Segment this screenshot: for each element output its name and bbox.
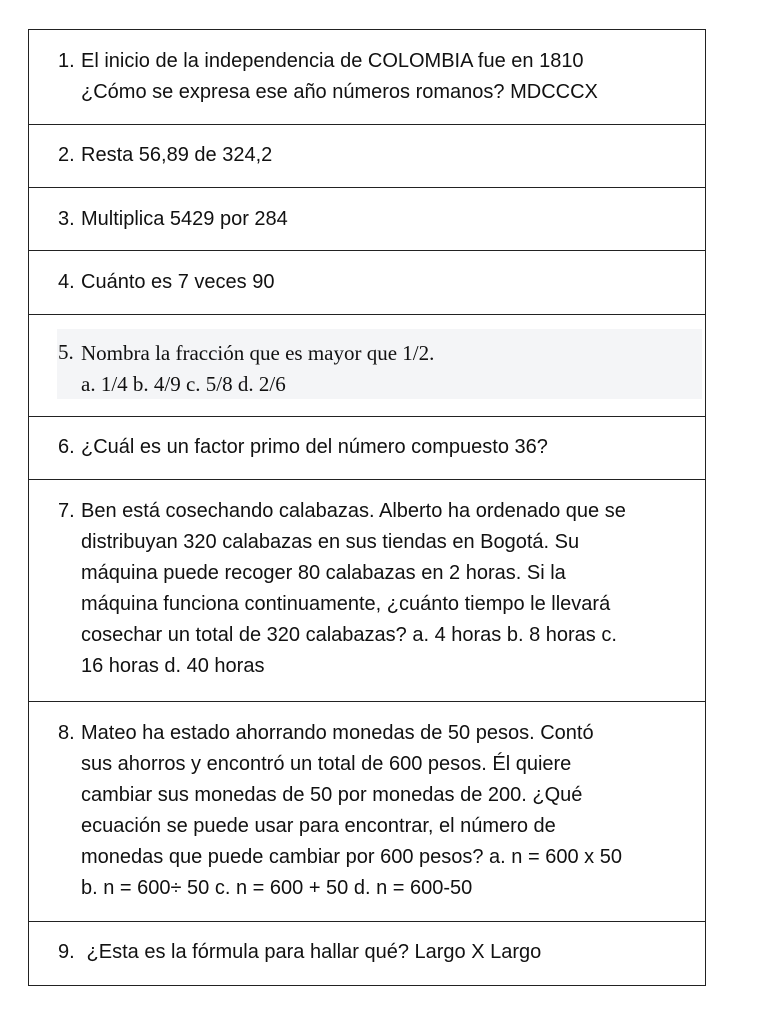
question-row-7 [29, 480, 705, 702]
question-text-line: El inicio de la independencia de COLOMBIA fue en 1810 [81, 50, 584, 72]
question-number: 8. [58, 722, 75, 744]
question-row-8 [29, 702, 705, 922]
question-text-line: b. n = 600÷ 50 c. n = 600 + 50 d. n = 600-50 [81, 877, 473, 899]
question-text-line: ¿Esta es la fórmula para hallar qué? Largo X Largo [81, 941, 542, 963]
question-number: 1. [58, 50, 75, 72]
question-row-1 [29, 30, 705, 125]
question-number: 5. [58, 340, 74, 364]
question-text-line: Ben está cosechando calabazas. Alberto ha ordenado que se [81, 500, 626, 522]
question-row-5 [29, 315, 705, 417]
question-number: 9. [58, 941, 75, 963]
question-number: 4. [58, 271, 75, 293]
question-text-line: sus ahorros y encontró un total de 600 pesos. Él quiere [81, 753, 572, 775]
question-row-3 [29, 188, 705, 251]
question-row-4 [29, 251, 705, 315]
question-row-6 [29, 417, 705, 480]
question-number: 2. [58, 144, 75, 166]
question-text-line: ¿Cómo se expresa ese año números romanos? MDCCCX [81, 81, 598, 103]
question-number: 6. [58, 436, 75, 458]
question-row-2 [29, 125, 705, 188]
question-number: 7. [58, 500, 75, 522]
question-text-line: ¿Cuál es un factor primo del número compuesto 36? [81, 436, 548, 458]
question-text-line: Mateo ha estado ahorrando monedas de 50 pesos. Contó [81, 722, 594, 744]
question-text-line: máquina funciona continuamente, ¿cuánto tiempo le llevará [81, 593, 611, 615]
question-text-line: monedas que puede cambiar por 600 pesos? a. n = 600 x 50 [81, 846, 622, 868]
question-text-line: distribuyan 320 calabazas en sus tiendas en Bogotá. Su [81, 531, 580, 553]
question-text-line: cambiar sus monedas de 50 por monedas de 200. ¿Qué [81, 784, 583, 806]
question-text-line: 16 horas d. 40 horas [81, 655, 265, 677]
question-text-line: máquina puede recoger 80 calabazas en 2 horas. Si la [81, 562, 566, 584]
question-row-9 [29, 922, 705, 985]
question-text-line: Multiplica 5429 por 284 [81, 208, 288, 230]
question-text-line: ecuación se puede usar para encontrar, el número de [81, 815, 556, 837]
worksheet-table [28, 29, 706, 986]
question-text-line: cosechar un total de 320 calabazas? a. 4 horas b. 8 horas c. [81, 624, 617, 646]
question-text-line: Nombra la fracción que es mayor que 1/2. [81, 341, 435, 365]
question-text-line: Cuánto es 7 veces 90 [81, 271, 275, 293]
question-text-line: a. 1/4 b. 4/9 c. 5/8 d. 2/6 [81, 372, 286, 396]
question-number: 3. [58, 208, 75, 230]
question-text-line: Resta 56,89 de 324,2 [81, 144, 273, 166]
